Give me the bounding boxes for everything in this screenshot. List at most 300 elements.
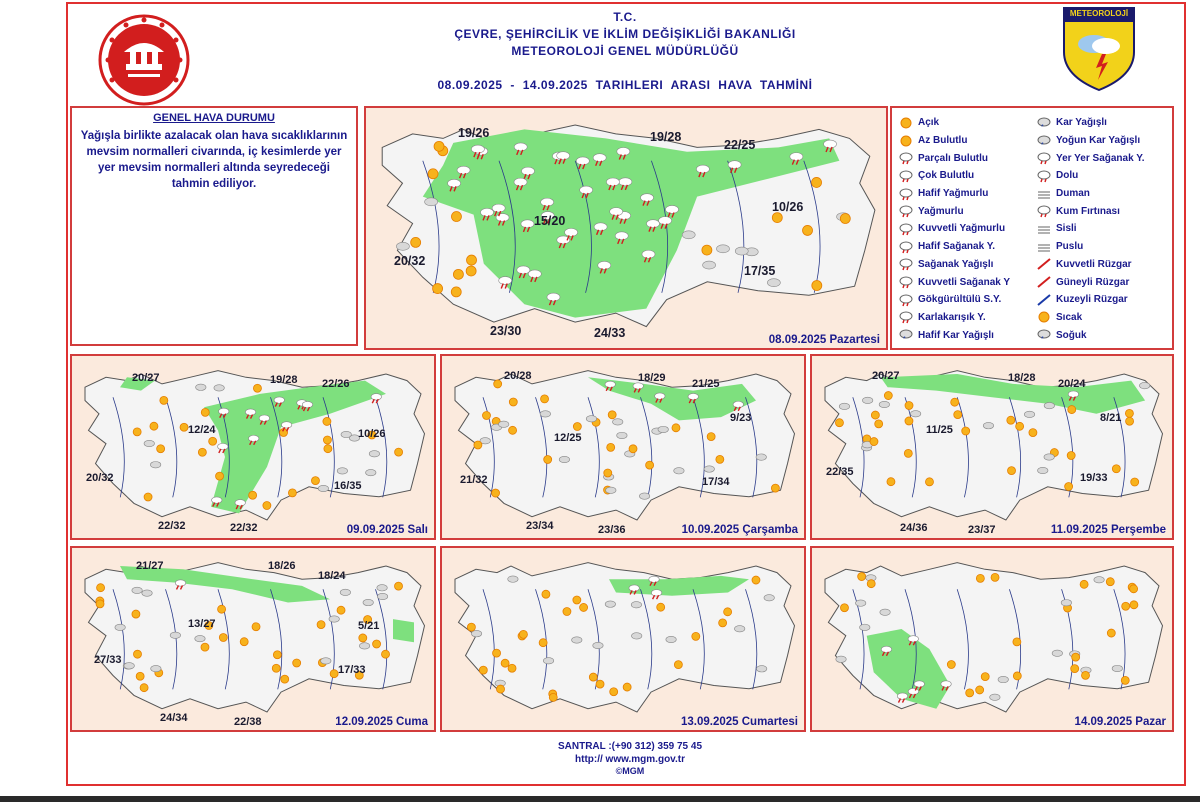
weather-sun-icon xyxy=(218,605,226,613)
weather-cloud-icon xyxy=(666,636,676,642)
thunderstorm-icon xyxy=(898,293,914,307)
weather-cloud-icon xyxy=(734,626,744,632)
weather-sun-icon xyxy=(904,449,912,457)
weather-rain-cloud-icon xyxy=(908,636,918,642)
weather-rain-cloud-icon xyxy=(514,143,527,151)
weather-rain-cloud-icon xyxy=(728,161,741,169)
temp-label: 21/25 xyxy=(692,378,720,390)
temp-label: 11/25 xyxy=(926,424,953,436)
weather-cloud-icon xyxy=(499,421,509,427)
weather-sun-icon xyxy=(240,638,248,646)
weather-rain-cloud-icon xyxy=(606,178,619,186)
weather-sun-icon xyxy=(272,664,280,672)
legend-item xyxy=(1036,326,1145,344)
header-tc: T.C. xyxy=(613,10,637,24)
legend-label: Kuvvetli Rüzgar xyxy=(1056,258,1132,270)
weather-rain-cloud-icon xyxy=(541,198,554,206)
weather-cloud-icon xyxy=(613,419,623,425)
day-label: 11.09.2025 Perşembe xyxy=(1050,524,1166,536)
weather-sun-icon xyxy=(288,489,296,497)
weather-sun-icon xyxy=(905,417,913,425)
legend-label: Kuzeyli Rüzgar xyxy=(1056,294,1128,306)
weather-sun-icon xyxy=(954,411,962,419)
weather-rain-cloud-icon xyxy=(521,220,534,228)
weather-cloud-icon xyxy=(366,469,376,475)
turkey-map xyxy=(812,356,1172,538)
weather-sun-icon xyxy=(273,651,281,659)
weather-sun-icon xyxy=(281,675,289,683)
weather-sun-icon xyxy=(96,600,104,608)
weather-sun-icon xyxy=(812,280,822,290)
legend-label: Kuvvetli Yağmurlu xyxy=(918,223,1006,235)
weather-sun-icon xyxy=(1122,602,1130,610)
turkey-map xyxy=(72,548,434,730)
temp-label: 23/34 xyxy=(526,520,554,532)
temp-label: 22/32 xyxy=(230,522,258,534)
forecast-map-saturday xyxy=(440,546,806,732)
weather-cloud-icon xyxy=(471,630,481,636)
weather-sun-icon xyxy=(1007,416,1015,424)
svg-text:*: * xyxy=(1041,336,1044,343)
weather-sun-icon xyxy=(966,689,974,697)
weather-sun-icon xyxy=(981,673,989,681)
weather-cloud-icon xyxy=(572,637,582,643)
weather-sun-icon xyxy=(589,673,597,681)
weather-sun-icon xyxy=(549,693,557,701)
weather-cloud-icon xyxy=(631,602,641,608)
light-rain-icon xyxy=(898,187,914,201)
weather-rain-cloud-icon xyxy=(547,293,560,301)
weather-cloud-icon xyxy=(1112,665,1122,671)
temp-label: 8/21 xyxy=(1100,412,1122,424)
legend-item xyxy=(1036,273,1145,291)
legend-label: Kum Fırtınası xyxy=(1056,205,1120,217)
weather-sun-icon xyxy=(1121,676,1129,684)
weather-sun-icon xyxy=(951,398,959,406)
weather-cloud-icon xyxy=(703,261,716,269)
weather-rain-cloud-icon xyxy=(371,394,381,400)
weather-rain-cloud-icon xyxy=(235,500,245,506)
snow-icon xyxy=(1036,116,1052,130)
weather-cloud-icon xyxy=(1038,467,1048,473)
strong-wind-icon xyxy=(1036,257,1052,271)
weather-sun-icon xyxy=(604,469,612,477)
weather-cloud-icon xyxy=(196,384,206,390)
weather-sun-icon xyxy=(136,672,144,680)
legend-label: Sağanak Yağışlı xyxy=(918,258,994,270)
legend-label: Hafif Kar Yağışlı xyxy=(918,329,994,341)
weather-rain-cloud-icon xyxy=(1068,391,1078,397)
weather-cloud-icon xyxy=(1094,577,1104,583)
weather-rain-cloud-icon xyxy=(908,688,918,694)
weather-cloud-icon xyxy=(124,663,134,669)
weather-rain-cloud-icon xyxy=(642,250,655,258)
temp-label: 22/32 xyxy=(158,520,186,532)
weather-rain-cloud-icon xyxy=(881,646,891,652)
weather-cloud-icon xyxy=(321,658,331,664)
weather-sun-icon xyxy=(209,437,217,445)
weather-rain-cloud-icon xyxy=(499,277,512,285)
weather-cloud-icon xyxy=(396,242,409,250)
temp-label: 20/32 xyxy=(86,472,114,484)
temp-label: 19/26 xyxy=(458,126,490,140)
general-forecast-panel xyxy=(70,106,358,346)
day-label: 12.09.2025 Cuma xyxy=(335,716,428,728)
temp-label: 23/36 xyxy=(598,524,626,536)
weather-rain-cloud-icon xyxy=(651,590,661,596)
legend-item xyxy=(1036,114,1145,132)
weather-rain-cloud-icon xyxy=(245,409,255,415)
weather-sun-icon xyxy=(323,417,331,425)
weather-cloud-icon xyxy=(425,198,438,206)
footer-copyright: ©MGM xyxy=(615,766,645,776)
weather-cloud-icon xyxy=(756,454,766,460)
weather-rain-cloud-icon xyxy=(259,415,269,421)
weather-sun-icon xyxy=(1107,629,1115,637)
weather-sun-icon xyxy=(580,603,588,611)
weather-sun-icon xyxy=(323,436,331,444)
legend-label: Sıcak xyxy=(1056,311,1083,323)
weather-sun-icon xyxy=(573,596,581,604)
weather-sun-icon xyxy=(144,493,152,501)
legend-item xyxy=(1036,291,1145,309)
weather-sun-icon xyxy=(160,396,168,404)
light-snow-icon xyxy=(898,328,914,342)
weather-rain-cloud-icon xyxy=(619,178,632,186)
partly-cloudy-icon xyxy=(898,151,914,165)
weather-sun-icon xyxy=(140,684,148,692)
weather-sun-icon xyxy=(947,661,955,669)
weather-sun-icon xyxy=(672,424,680,432)
footer-url[interactable]: http:// www.mgm.gov.tr xyxy=(575,754,685,765)
weather-sun-icon xyxy=(1126,417,1134,425)
weather-cloud-icon xyxy=(910,411,920,417)
turkey-map xyxy=(442,548,804,730)
day-label: 10.09.2025 Çarşamba xyxy=(681,524,798,536)
weather-sun-icon xyxy=(508,664,516,672)
weather-sun-icon xyxy=(453,269,463,279)
temp-label: 17/35 xyxy=(744,264,776,278)
temp-label: 24/33 xyxy=(594,326,626,340)
weather-sun-icon xyxy=(249,491,257,499)
weather-rain-cloud-icon xyxy=(696,165,709,173)
temp-label: 20/28 xyxy=(504,370,532,382)
weather-sun-icon xyxy=(976,574,984,582)
weather-cloud-icon xyxy=(1044,454,1054,460)
weather-sun-icon xyxy=(674,661,682,669)
weather-sun-icon xyxy=(395,448,403,456)
weather-sun-icon xyxy=(1082,671,1090,679)
weather-rain-cloud-icon xyxy=(522,167,535,175)
weather-sun-icon xyxy=(539,639,547,647)
weather-cloud-icon xyxy=(639,493,649,499)
weather-cloud-icon xyxy=(855,600,865,606)
legend-item xyxy=(898,256,1010,274)
temp-label: 22/38 xyxy=(234,716,262,728)
weather-sun-icon xyxy=(724,608,732,616)
weather-sun-icon xyxy=(1013,672,1021,680)
legend-item xyxy=(1036,202,1145,220)
weather-sun-icon xyxy=(610,688,618,696)
temp-label: 23/37 xyxy=(968,524,996,536)
weather-rain-cloud-icon xyxy=(914,681,924,687)
legend-label: Çok Bulutlu xyxy=(918,170,975,182)
weather-sun-icon xyxy=(493,649,501,657)
footer-phone: SANTRAL :(+90 312) 359 75 45 xyxy=(557,741,703,752)
temp-label: 23/30 xyxy=(490,324,522,338)
weather-cloud-icon xyxy=(617,432,627,438)
weather-sun-icon xyxy=(492,489,500,497)
weather-sun-icon xyxy=(1130,585,1138,593)
legend-label: Kar Yağışlı xyxy=(1056,117,1107,129)
weather-cloud-icon xyxy=(151,665,161,671)
weather-cloud-icon xyxy=(756,666,766,672)
weather-sun-icon xyxy=(1071,665,1079,673)
weather-cloud-icon xyxy=(1044,402,1054,408)
weather-rain-cloud-icon xyxy=(517,266,530,274)
weather-sun-icon xyxy=(707,433,715,441)
weather-sun-icon xyxy=(330,670,338,678)
weather-rain-cloud-icon xyxy=(302,401,312,407)
weather-rain-cloud-icon xyxy=(790,153,803,161)
weather-sun-icon xyxy=(1131,478,1139,486)
forecast-map-thursday xyxy=(810,354,1174,540)
weather-cloud-icon xyxy=(132,587,142,593)
weather-rain-cloud-icon xyxy=(598,261,611,269)
legend-item xyxy=(1036,167,1145,185)
weather-cloud-icon xyxy=(341,431,351,437)
weather-cloud-icon xyxy=(735,247,748,255)
weather-sun-icon xyxy=(201,408,209,416)
weather-cloud-icon xyxy=(363,599,373,605)
weather-sun-icon xyxy=(479,666,487,674)
legend-item xyxy=(1036,256,1145,274)
haze-icon xyxy=(1036,240,1052,254)
weather-cloud-icon xyxy=(1139,382,1149,388)
weather-cloud-icon xyxy=(704,466,714,472)
header-directorate: METEOROLOJİ GENEL MÜDÜRLÜĞÜ xyxy=(511,44,739,58)
legend-label: Gökgürültülü S.Y. xyxy=(918,294,1002,306)
local-shower-icon xyxy=(1036,151,1052,165)
weather-sun-icon xyxy=(629,445,637,453)
temp-label: 27/33 xyxy=(94,654,122,666)
weather-cloud-icon xyxy=(632,633,642,639)
weather-sun-icon xyxy=(509,398,517,406)
legend-label: Hafif Yağmurlu xyxy=(918,188,989,200)
temp-label: 20/24 xyxy=(1058,378,1086,390)
temp-label: 20/27 xyxy=(132,372,160,384)
temp-label: 19/28 xyxy=(270,374,298,386)
weather-sun-icon xyxy=(976,686,984,694)
weather-rain-cloud-icon xyxy=(281,422,291,428)
weather-rain-cloud-icon xyxy=(481,208,494,216)
weather-rain-cloud-icon xyxy=(492,204,505,212)
weather-cloud-icon xyxy=(605,601,615,607)
weather-sun-icon xyxy=(132,610,140,618)
sun-icon xyxy=(898,116,914,130)
weather-rain-cloud-icon xyxy=(557,152,570,160)
legend-item xyxy=(898,202,1010,220)
weather-sun-icon xyxy=(563,608,571,616)
legend-item xyxy=(898,185,1010,203)
weather-sun-icon xyxy=(541,395,549,403)
weather-cloud-icon xyxy=(318,485,328,491)
weather-sun-icon xyxy=(962,427,970,435)
temp-label: 19/33 xyxy=(1080,472,1108,484)
weather-sun-icon xyxy=(501,659,509,667)
weather-rain-cloud-icon xyxy=(528,270,541,278)
legend-item xyxy=(898,291,1010,309)
legend-item xyxy=(898,220,1010,238)
weather-sun-icon xyxy=(925,478,933,486)
weather-sun-icon xyxy=(1008,467,1016,475)
turkey-map xyxy=(366,108,886,348)
weather-sun-icon xyxy=(467,623,475,631)
turkey-map xyxy=(72,356,434,538)
weather-sun-icon xyxy=(428,169,438,179)
heavy-shower-icon xyxy=(898,275,914,289)
north-wind-icon xyxy=(1036,293,1052,307)
day-label: 14.09.2025 Pazar xyxy=(1074,716,1166,728)
weather-cloud-icon xyxy=(586,416,596,422)
weather-cloud-icon xyxy=(860,624,870,630)
weather-sun-icon xyxy=(263,502,271,510)
legend-item xyxy=(898,238,1010,256)
shower-icon xyxy=(898,257,914,271)
weather-cloud-icon xyxy=(340,589,350,595)
weather-sun-icon xyxy=(180,423,188,431)
weather-sun-icon xyxy=(133,428,141,436)
weather-cloud-icon xyxy=(606,487,616,493)
temp-label: 13/27 xyxy=(188,618,216,630)
weather-cloud-icon xyxy=(767,279,780,287)
weather-rain-cloud-icon xyxy=(496,214,509,222)
weather-rain-cloud-icon xyxy=(457,166,470,174)
weather-sun-icon xyxy=(692,632,700,640)
day-label: 13.09.2025 Cumartesi xyxy=(681,716,798,728)
weather-sun-icon xyxy=(887,478,895,486)
weather-cloud-icon xyxy=(716,245,729,253)
legend-label: Yağmurlu xyxy=(918,205,964,217)
weather-sun-icon xyxy=(702,245,712,255)
weather-cloud-icon xyxy=(1024,411,1034,417)
temp-label: 5/21 xyxy=(358,620,380,632)
weather-sun-icon xyxy=(608,411,616,419)
weather-sun-icon xyxy=(870,438,878,446)
legend-label: Duman xyxy=(1056,188,1090,200)
weather-cloud-icon xyxy=(990,694,1000,700)
weather-sun-icon xyxy=(542,590,550,598)
temp-label: 22/26 xyxy=(322,378,350,390)
temp-label: 20/27 xyxy=(872,370,900,382)
forecast-map-friday xyxy=(70,546,436,732)
weather-sun-icon xyxy=(311,477,319,485)
weather-sun-icon xyxy=(497,685,505,693)
weather-sun-icon xyxy=(474,441,482,449)
forecast-map-tuesday xyxy=(70,354,436,540)
legend-label: Yer Yer Sağanak Y. xyxy=(1056,152,1145,164)
legend-item xyxy=(898,114,1010,132)
temp-label: 12/24 xyxy=(188,424,216,436)
weather-sun-icon xyxy=(1029,429,1037,437)
temp-label: 21/32 xyxy=(460,474,488,486)
legend-item xyxy=(898,149,1010,167)
weather-rain-cloud-icon xyxy=(824,140,837,148)
weather-sun-icon xyxy=(133,650,141,658)
temp-label: 24/36 xyxy=(900,522,928,534)
weather-cloud-icon xyxy=(593,642,603,648)
legend-label: Dolu xyxy=(1056,170,1079,182)
weather-cloud-icon xyxy=(508,576,518,582)
weather-cloud-icon xyxy=(862,397,872,403)
weather-sun-icon xyxy=(219,633,227,641)
weather-cloud-icon xyxy=(170,632,180,638)
temp-label: 17/34 xyxy=(702,476,730,488)
hot-icon xyxy=(1036,310,1052,324)
weather-sun-icon xyxy=(1068,406,1076,414)
general-forecast-title: GENEL HAVA DURUMU xyxy=(153,112,275,124)
weather-rain-cloud-icon xyxy=(448,179,461,187)
weather-cloud-icon xyxy=(836,656,846,662)
weather-sun-icon xyxy=(573,423,581,431)
svg-text:*: * xyxy=(1041,123,1044,130)
weather-sun-icon xyxy=(840,604,848,612)
temp-label: 15/20 xyxy=(534,214,566,228)
weather-rain-cloud-icon xyxy=(580,186,593,194)
weather-sun-icon xyxy=(451,287,461,297)
smoke-icon xyxy=(1036,187,1052,201)
weather-rain-cloud-icon xyxy=(666,205,679,213)
weather-rain-cloud-icon xyxy=(219,408,229,414)
turkey-map xyxy=(442,356,804,538)
weather-rain-cloud-icon xyxy=(471,145,484,153)
heavy-snow-icon xyxy=(1036,134,1052,148)
weather-rain-cloud-icon xyxy=(733,401,743,407)
weather-sun-icon xyxy=(337,606,345,614)
weather-sun-icon xyxy=(835,419,843,427)
weather-sun-icon xyxy=(1016,422,1024,430)
legend-item xyxy=(1036,238,1145,256)
legend-label: Güneyli Rüzgar xyxy=(1056,276,1130,288)
weather-sun-icon xyxy=(1106,578,1114,586)
legend-item xyxy=(898,273,1010,291)
weather-rain-cloud-icon xyxy=(593,154,606,162)
header-ministry: ÇEVRE, ŞEHİRCİLİK VE İKLİM DEĞİŞİKLİĞİ BAKANLIĞI xyxy=(454,27,796,41)
weather-cloud-icon xyxy=(559,456,569,462)
weather-cloud-icon xyxy=(150,461,160,467)
weather-sun-icon xyxy=(646,461,654,469)
temp-label: 24/34 xyxy=(160,712,188,724)
weather-sun-icon xyxy=(395,582,403,590)
rain-icon xyxy=(898,204,914,218)
rain-area xyxy=(393,619,414,642)
weather-cloud-icon xyxy=(674,468,684,474)
legend-item xyxy=(1036,132,1145,150)
weather-sun-icon xyxy=(991,573,999,581)
forecast-map-sunday xyxy=(810,546,1174,732)
temp-label: 22/35 xyxy=(826,466,854,478)
heavy-rain-icon xyxy=(898,222,914,236)
temp-label: 18/26 xyxy=(268,560,296,572)
weather-rain-cloud-icon xyxy=(175,580,185,586)
weather-rain-cloud-icon xyxy=(248,435,258,441)
legend-item xyxy=(898,132,1010,150)
weather-sun-icon xyxy=(1067,452,1075,460)
turkey-map xyxy=(812,548,1172,730)
temp-label: 18/24 xyxy=(318,570,346,582)
weather-sun-icon xyxy=(840,214,850,224)
weather-sun-icon xyxy=(544,455,552,463)
